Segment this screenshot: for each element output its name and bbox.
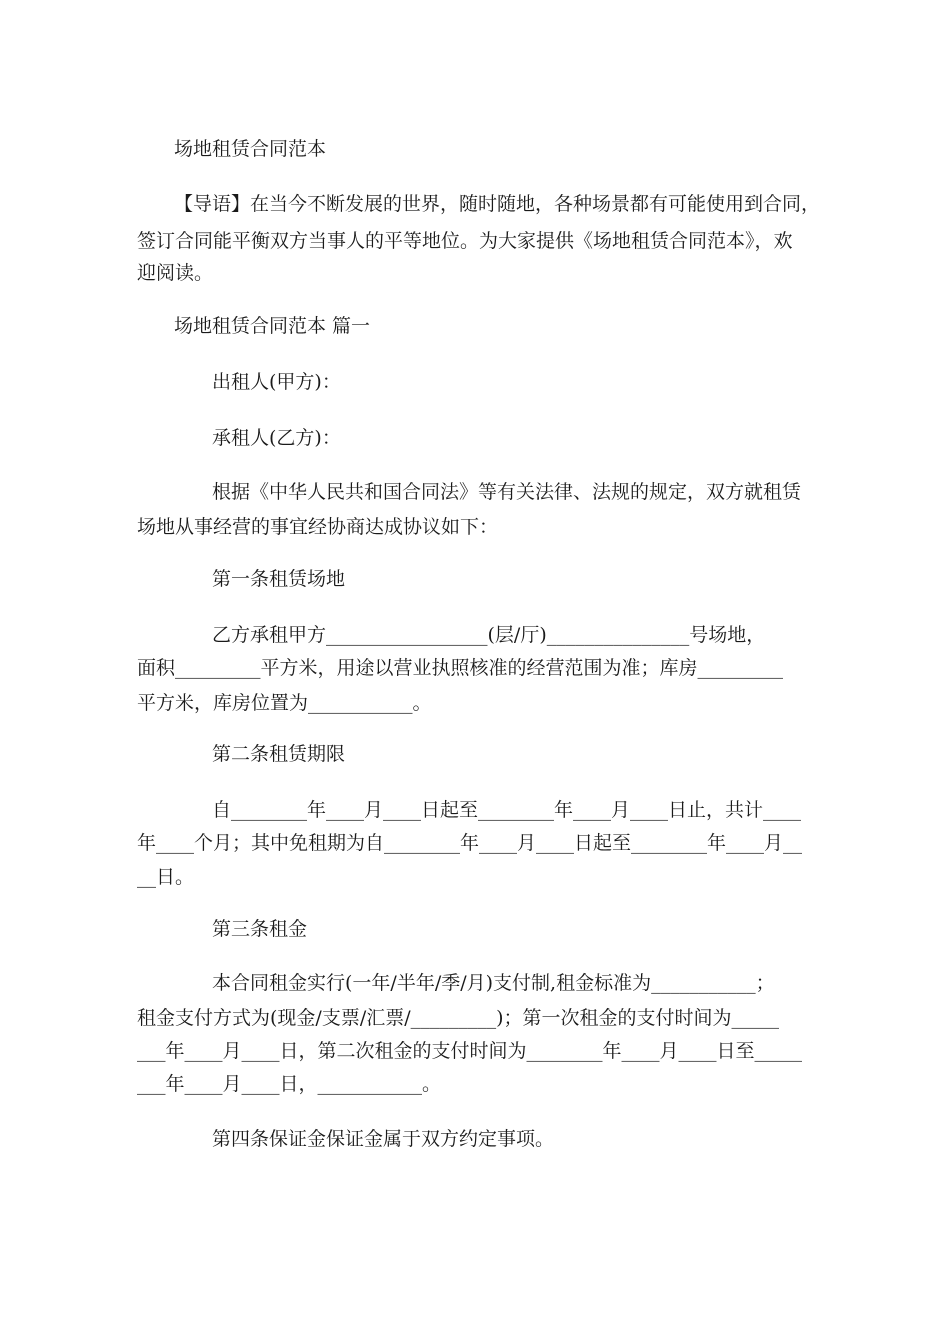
intro-line-3: 迎阅读。 xyxy=(137,262,214,284)
intro-line-1: 【导语】在当今不断发展的世界，随时随地，各种场景都有可能使用到合同， xyxy=(174,193,821,215)
article1-heading: 第一条租赁场地 xyxy=(212,568,346,590)
article4-heading: 第四条保证金保证金属于双方约定事项。 xyxy=(212,1128,555,1150)
article3-heading: 第三条租金 xyxy=(212,918,308,940)
article1-line-1: 乙方承租甲方_________________(层/厅)_______________号场地， xyxy=(212,624,766,646)
basis-line-1: 根据《中华人民共和国合同法》等有关法律、法规的规定，双方就租赁 xyxy=(212,481,802,503)
document-title: 场地租赁合同范本 xyxy=(174,138,327,160)
article1-line-2: 面积_________平方米，用途以营业执照核准的经营范围为准；库房_________ xyxy=(137,657,784,679)
article2-line-1: 自________年____月____日起至________年____月____日止，共计____ xyxy=(212,799,802,821)
lessee-line: 承租人(乙方)： xyxy=(212,427,341,449)
article3-line-2: 租金支付方式为(现金/支票/汇票/_________)；第一次租金的支付时间为_____ xyxy=(137,1007,780,1029)
article2-heading: 第二条租赁期限 xyxy=(212,743,346,765)
section-title: 场地租赁合同范本 篇一 xyxy=(174,315,371,337)
article1-line-3: 平方米，库房位置为___________。 xyxy=(137,692,432,714)
intro-line-2: 签订合同能平衡双方当事人的平等地位。为大家提供《场地租赁合同范本》，欢 xyxy=(137,230,793,252)
article3-line-4: ___年____月____日，___________。 xyxy=(137,1073,442,1095)
article3-line-3: ___年____月____日，第二次租金的支付时间为________年____月____日至_____ xyxy=(137,1040,803,1062)
article3-line-1: 本合同租金实行(一年/半年/季/月)支付制,租金标准为___________； xyxy=(212,972,775,994)
article2-line-2: 年____个月；其中免租期为自________年____月____日起至________年____月__ xyxy=(137,832,803,854)
article2-line-3: __日。 xyxy=(137,866,195,888)
lessor-line: 出租人(甲方)： xyxy=(212,371,341,393)
basis-line-2: 场地从事经营的事宜经协商达成协议如下： xyxy=(137,516,499,538)
